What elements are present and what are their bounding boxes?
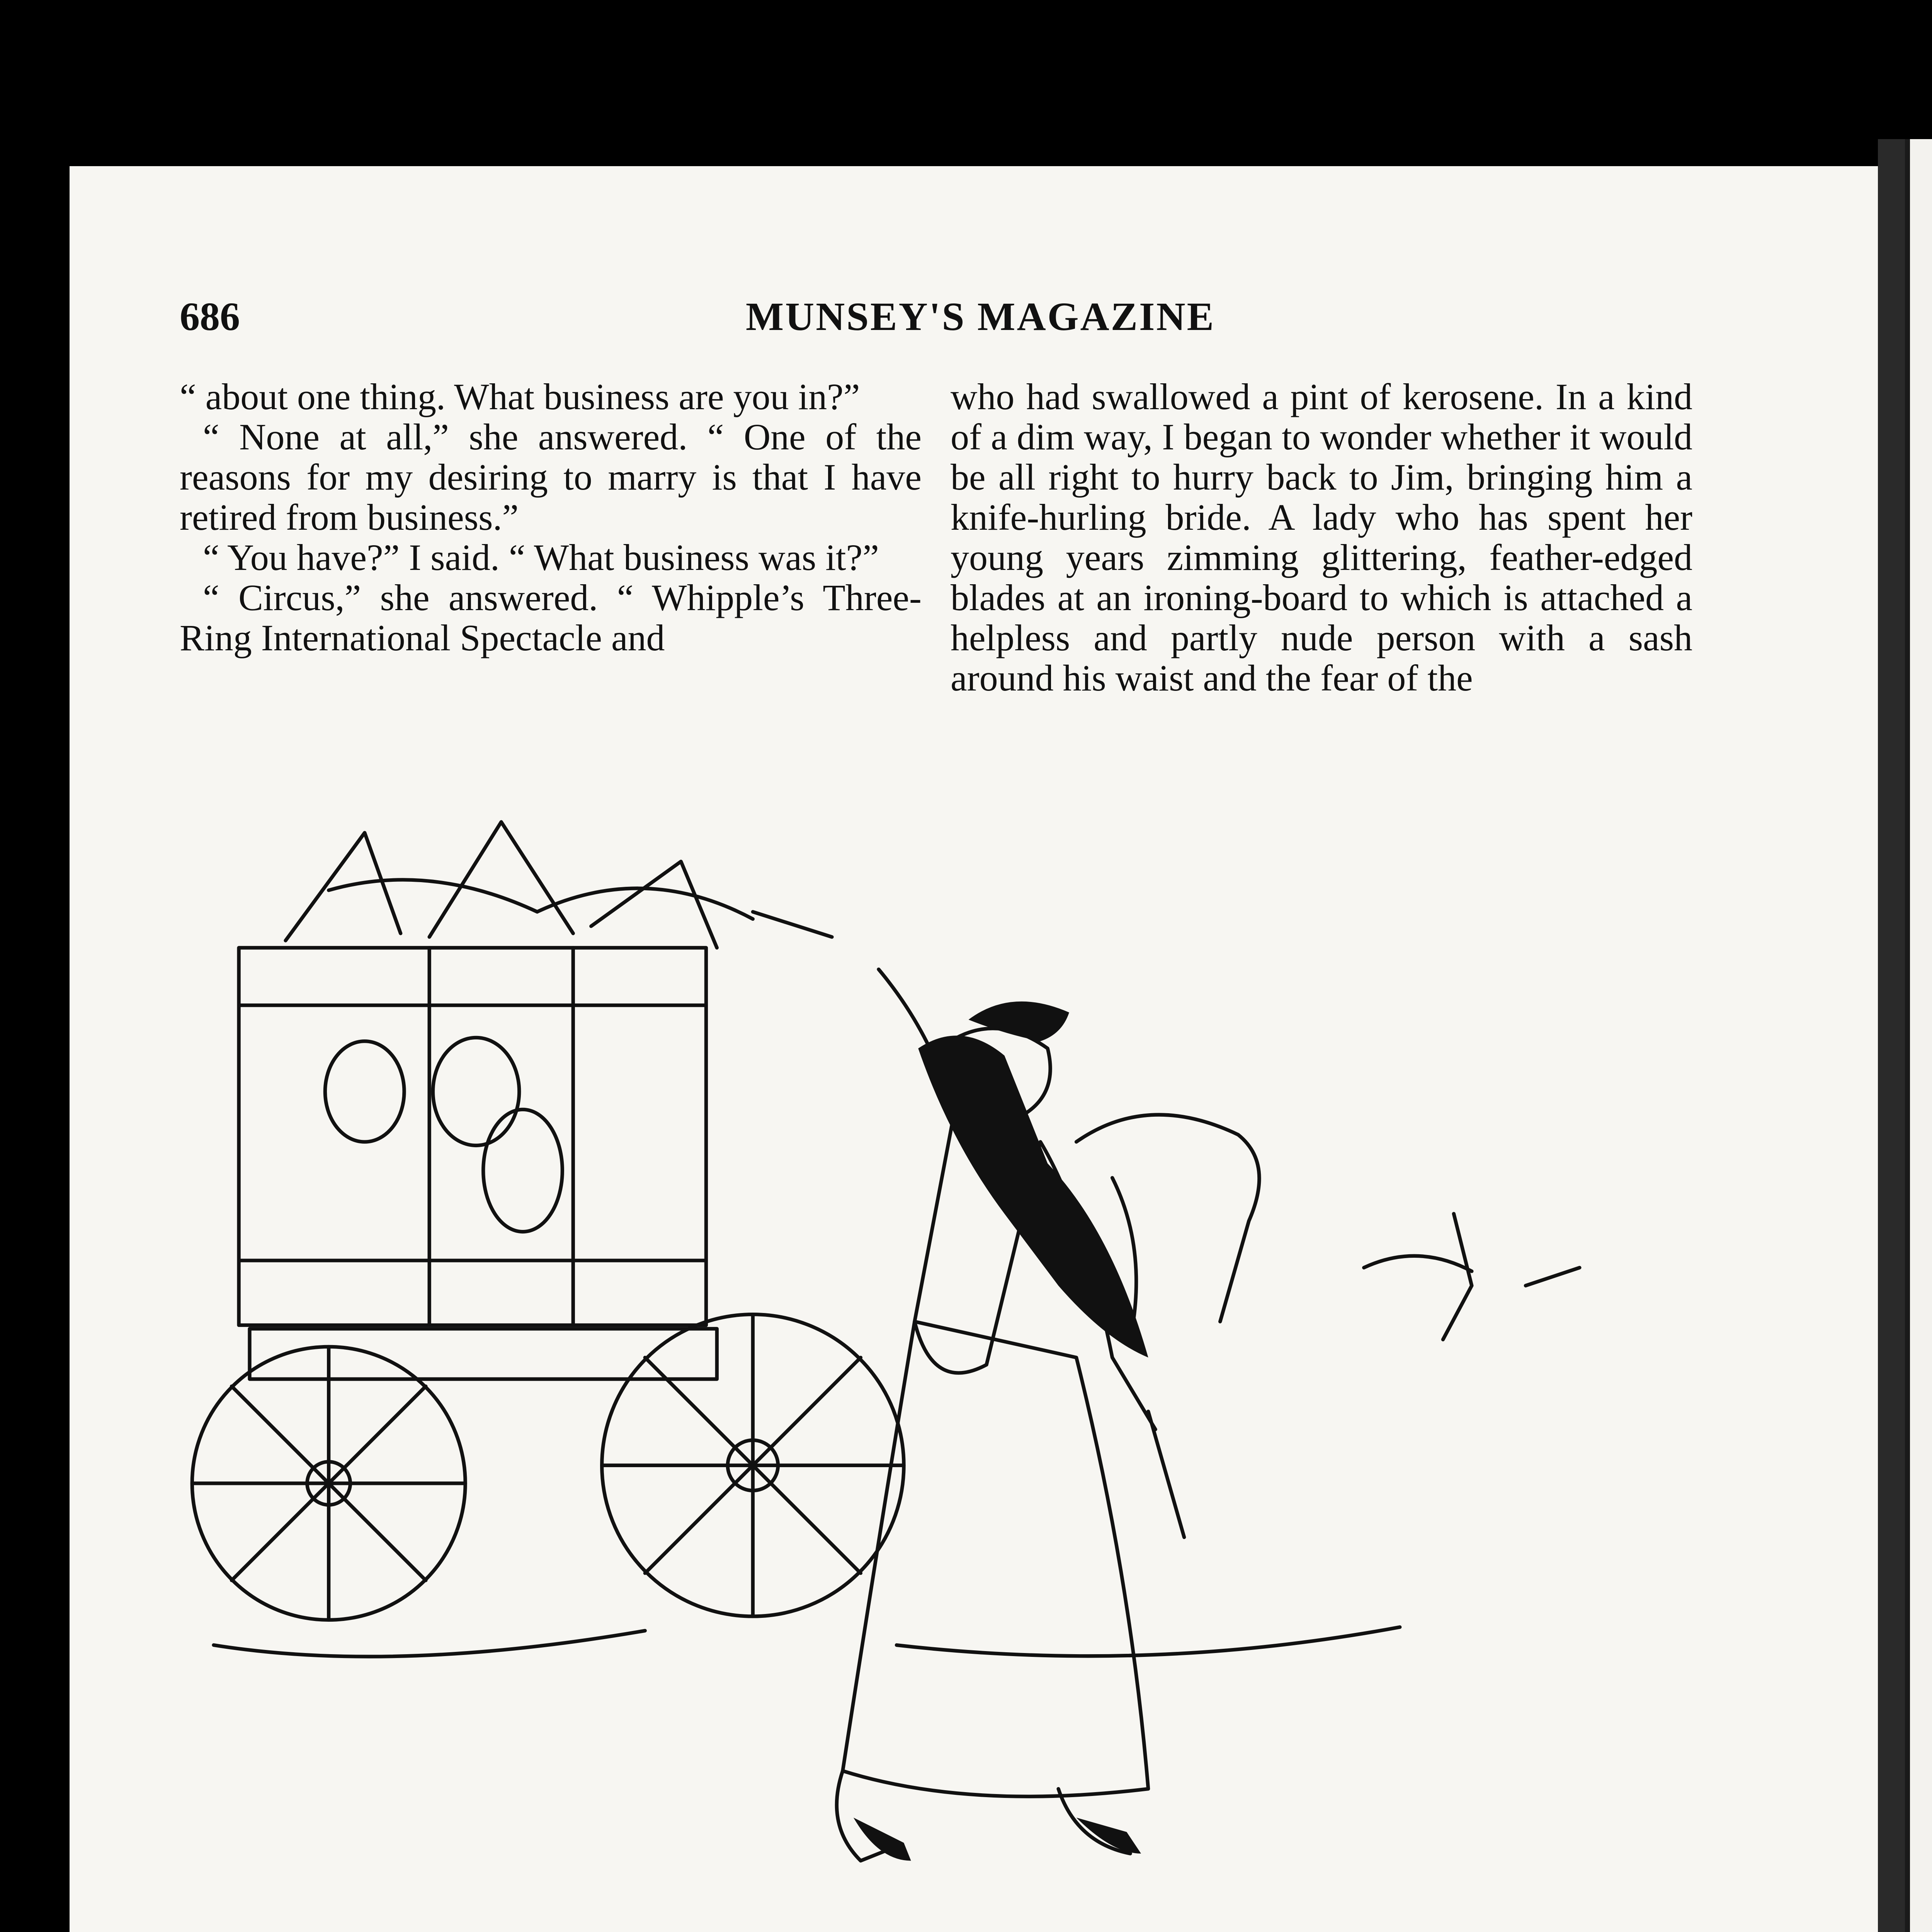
woman-skirt [843,1321,1148,1796]
paragraph: “ You have?” I said. “ What business was it?” [203,537,879,578]
paragraph: “ about one thing. What business are you in?” [180,376,860,417]
page-number: 686 [180,294,240,339]
paragraph: “ Circus,” she answered. “ Whipple’s Three-Ring International Spectacle and [180,577,922,658]
knife [1148,1412,1184,1537]
running-title: MUNSEY'S MAGAZINE [746,294,1215,339]
column-top-right [951,377,1692,698]
paragraph: “ None at all,” she answered. “ One of the reasons for my desiring to marry is that I have retired from business.” [180,416,922,538]
binding-shadow [1878,139,1905,1932]
column-top-left [180,377,922,658]
paragraph: who had swallowed a pint of kerosene. In a kind of a dim way, I began to wonder whether it would be all right to hurry back to Jim, bringing him a knife-hurling bride. A lady who has spent her young years zimming glittering, feather-edged blades at an ironing-board to which is attached a helpless and partly nude person with a sash around his waist and the fear of the [951,376,1692,699]
facing-page-edge [1903,139,1932,1932]
wagon-illustration [178,815,1723,1932]
page-header [180,294,1648,348]
